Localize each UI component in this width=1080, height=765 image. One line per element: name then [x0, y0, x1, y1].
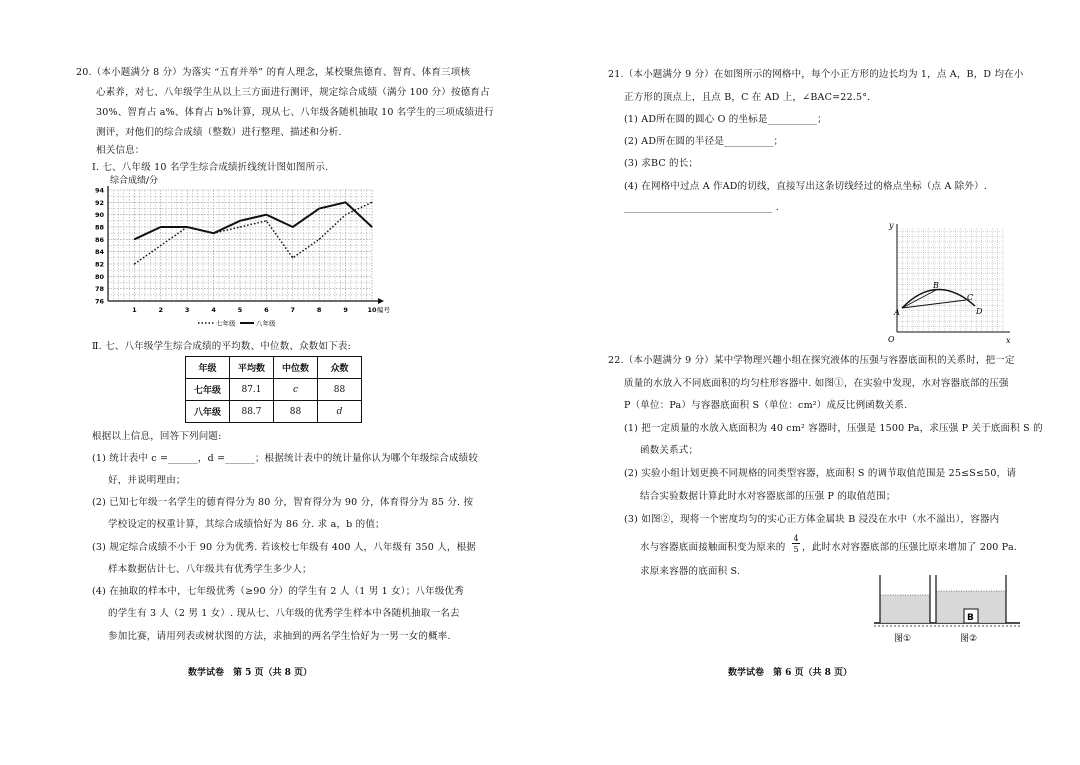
stats-table — [185, 356, 362, 423]
data-point — [371, 226, 372, 227]
data-point — [345, 202, 346, 203]
svg-text:B: B — [967, 613, 974, 623]
score-line-chart — [80, 170, 420, 330]
label-x: x — [1006, 336, 1011, 345]
q22-sub-3b-post: ，此时水对容器底部的压强比原来增加了 200 Pa. — [802, 542, 1018, 553]
coordinate-grid-figure — [885, 220, 1015, 345]
q20-sub-1: (1) 统计表中 c =______，d =______；根据统计表中的统计量你认为哪个年级综合成绩较 — [92, 453, 479, 464]
container-2 — [936, 575, 1006, 623]
grid-lines — [897, 228, 1003, 332]
label-y: y — [889, 221, 894, 230]
x-tick-label: 9 — [343, 306, 348, 314]
table-cell: 88 — [274, 401, 318, 423]
data-point — [319, 239, 320, 240]
x-tick-label: 5 — [237, 306, 243, 314]
table-header: 年级 — [186, 357, 230, 379]
page-footer-right: 数学试卷 第 6 页（共 8 页） — [728, 668, 853, 678]
figure-2-label: 图② — [960, 634, 978, 644]
q21-sub-1: (1) AD所在圆的圆心 O 的坐标是__________； — [624, 114, 827, 125]
segment-ab — [902, 290, 936, 308]
q21-answer-line: ______________________________ . — [624, 202, 779, 213]
x-tick-label: 2 — [158, 306, 164, 314]
data-point — [213, 233, 214, 234]
q21-sub-2: (2) AD所在圆的半径是__________； — [624, 136, 784, 147]
q20-line-4: 测评，对他们的综合成绩（整数）进行整理、描述和分析. — [96, 127, 342, 138]
y-tick-label: 92 — [94, 198, 104, 207]
y-tick-label: 82 — [94, 260, 104, 269]
q20-prompt: 根据以上信息，回答下列问题: — [92, 431, 222, 442]
q20-sub-4: (4) 在抽取的样本中，七年级优秀（≥90 分）的学生有 2 人（1 男 1 女）；八年级优秀 — [92, 586, 464, 597]
q21-sub-4: (4) 在网格中过点 A 作AD的切线，直接写出这条切线经过的格点坐标（点 A 除外）. — [624, 181, 988, 192]
table-row — [186, 401, 362, 423]
label-o: O — [888, 335, 895, 344]
data-point — [292, 257, 293, 258]
q22-line-1: 22.（本小题满分 9 分）某中学物理兴趣小组在探究液体的压强与容器底面积的关系时，把一定 — [608, 355, 1015, 366]
table-row — [186, 379, 362, 401]
q20-line-2: 心素养，对七、八年级学生从以上三方面进行测评，规定综合成绩（满分 100 分）按德育占 — [96, 87, 490, 98]
q20-line-6: Ⅰ. 七、八年级 10 名学生综合成绩折线统计图如图所示. — [92, 162, 329, 173]
table-cell: 88.7 — [230, 401, 274, 423]
q20-sub-3: (3) 规定综合成绩不小于 90 分为优秀. 若该校七年级有 400 人，八年级有 350 人，根据 — [92, 542, 476, 553]
y-tick-label: 94 — [94, 186, 104, 195]
q22-line-2: 质量的水放入不同底面积的均匀柱形容器中. 如图①，在实验中发现，水对容器底部的压强 — [624, 378, 1009, 389]
q21-sub-3: (3) 求BC 的长； — [624, 158, 699, 169]
data-point — [266, 214, 267, 215]
container-figures — [870, 573, 1030, 648]
figure-1-label: 图① — [894, 634, 912, 644]
label-d: D — [976, 307, 983, 316]
x-axis-arrow — [378, 298, 384, 304]
q20-sub-1b: 好，并说明理由； — [108, 475, 186, 486]
table-cell: 88 — [318, 379, 362, 401]
q22-sub-2: (2) 实验小组计划更换不同规格的同类型容器，底面积 S 的调节取值范围是 25≤S≤50，请 — [624, 468, 1017, 479]
y-tick-label: 86 — [94, 235, 104, 244]
data-point — [371, 202, 372, 203]
data-point — [160, 226, 161, 227]
y-tick-label: 80 — [94, 272, 104, 281]
q22-sub-3b-pre: 水与容器底面接触面积变为原来的 — [640, 542, 786, 553]
q22-sub-1b: 函数关系式； — [640, 445, 699, 456]
q20-line-5: 相关信息： — [96, 145, 145, 156]
container-1 — [880, 575, 930, 623]
q20-sub-2: (2) 已知七年级一名学生的德育得分为 80 分，智育得分为 90 分，体育得分为 85 分. 按 — [92, 497, 474, 508]
data-point — [134, 263, 135, 264]
fraction-numerator: 4 — [793, 534, 799, 543]
x-tick-label: 4 — [211, 306, 216, 314]
x-tick-label: 1 — [132, 306, 137, 314]
table-header: 平均数 — [230, 357, 274, 379]
q22-line-3: P（单位：Pa）与容器底面积 S（单位：cm²）成反比例函数关系. — [624, 400, 908, 411]
chart-ylabel: 综合成绩/分 — [110, 176, 159, 186]
page-footer-left: 数学试卷 第 5 页（共 8 页） — [188, 668, 313, 678]
table-header: 中位数 — [274, 357, 318, 379]
label-b: B — [933, 281, 939, 290]
q20-sub-2b: 学校设定的权重计算，其综合成绩恰好为 86 分. 求 a，b 的值； — [108, 519, 385, 530]
y-tick-label: 78 — [94, 285, 104, 294]
x-tick-label: 6 — [264, 306, 269, 314]
x-tick-label: 10 — [367, 306, 377, 314]
x-tick-label: 3 — [184, 306, 190, 314]
x-tick-label: 8 — [316, 306, 322, 314]
legend-label: 七年级 — [216, 319, 236, 328]
table-header-row — [186, 357, 362, 379]
q20-sub-3b: 样本数据估计七、八年级共有优秀学生多少人； — [108, 564, 312, 575]
label-a: A — [894, 308, 900, 317]
chart-grid — [108, 190, 372, 301]
table-cell: 七年级 — [186, 379, 230, 401]
q20-sub-4b: 的学生有 3 人（2 男 1 女）. 现从七、八年级的优秀学生样本中各随机抽取一名去 — [108, 608, 460, 619]
data-point — [345, 214, 346, 215]
q20-line-3: 30%、智育占 a%、体育占 b%计算，现从七、八年级各随机抽取 10 名学生的三项成绩进行 — [96, 107, 494, 118]
table-cell: 八年级 — [186, 401, 230, 423]
data-point — [292, 226, 293, 227]
y-tick-label: 84 — [94, 248, 104, 257]
data-point — [266, 220, 267, 221]
fraction-denominator: 5 — [793, 545, 799, 554]
y-tick-label: 88 — [94, 223, 104, 232]
right-page — [540, 0, 1080, 765]
data-point — [160, 245, 161, 246]
y-tick-label: 76 — [94, 297, 104, 306]
q21-line-1: 21.（本小题满分 9 分）在如图所示的网格中，每个小正方形的边长均为 1，点 A，B，D 均在小 — [608, 69, 1024, 80]
table-header: 众数 — [318, 357, 362, 379]
q20-sub-4c: 参加比赛，请用列表或树状图的方法，求抽到的两名学生恰好为一男一女的概率. — [108, 631, 451, 642]
q22-sub-3: (3) 如图②，现将一个密度均匀的实心正方体金属块 B 浸没在水中（水不溢出），容器内 — [624, 514, 1000, 525]
data-point — [239, 226, 240, 227]
chart-legend — [198, 319, 276, 328]
legend-label: 八年级 — [256, 319, 276, 328]
data-point — [319, 208, 320, 209]
label-c: C — [967, 293, 974, 302]
q22-sub-2b: 结合实验数据计算此时水对容器底部的压强 P 的取值范围； — [640, 491, 896, 502]
table-cell: c — [274, 379, 318, 401]
q22-sub-1: (1) 把一定质量的水放入底面积为 40 cm² 容器时，压强是 1500 Pa，求压强 P 关于底面积 S 的 — [624, 423, 1043, 434]
data-point — [134, 239, 135, 240]
data-point — [239, 220, 240, 221]
q20-section-2: Ⅱ. 七、八年级学生综合成绩的平均数、中位数、众数如下表: — [92, 341, 351, 352]
table-cell: 87.1 — [230, 379, 274, 401]
data-point — [187, 226, 188, 227]
x-tick-label: 7 — [290, 306, 296, 314]
table-cell: d — [318, 401, 362, 423]
x-axis-label: 编号 — [377, 306, 390, 314]
q21-line-2: 正方形的顶点上，且点 B，C 在 AD 上，∠BAC=22.5°. — [624, 92, 871, 103]
q20-line-1: 20.（本小题满分 8 分）为落实 “五育并举” 的育人理念，某校聚焦德育、智育、体育三项核 — [76, 67, 471, 78]
y-tick-label: 90 — [94, 211, 104, 220]
q22-sub-3c: 求原来容器的底面积 S. — [640, 566, 741, 577]
